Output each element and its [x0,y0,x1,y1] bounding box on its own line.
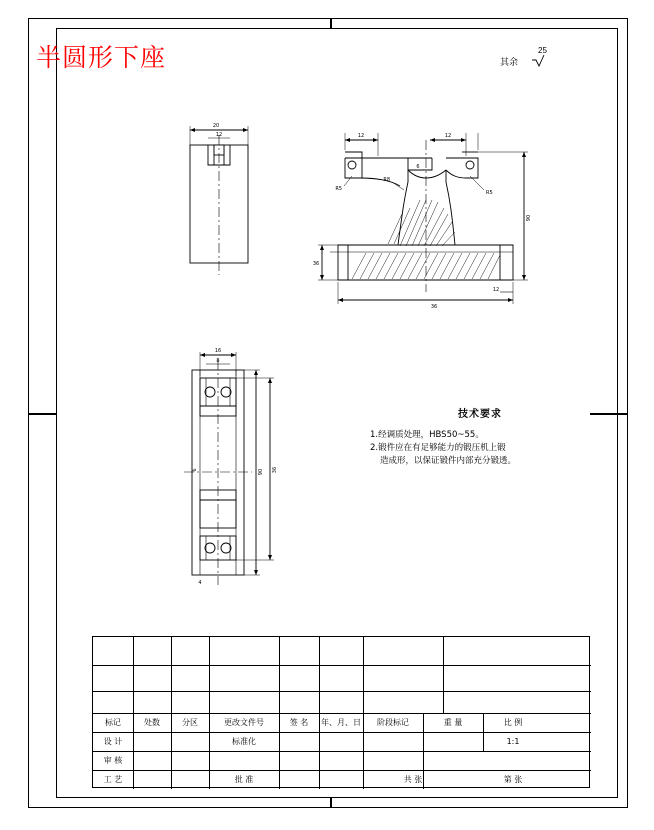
tb-label-sheet-no: 第 张 [503,775,523,784]
tech-req-title: 技术要求 [458,409,502,420]
tb-label-zone: 分区 [182,718,198,727]
svg-text:R5: R5 [335,186,342,192]
tb-label-sheet-total: 共 张 [403,775,423,784]
tb-label-weight: 重 量 [443,718,463,727]
svg-text:12: 12 [357,133,365,139]
tb-label-sign: 签 名 [289,718,309,727]
svg-text:R8: R8 [383,177,390,183]
svg-text:12: 12 [215,132,223,138]
roughness-label: 其余 [500,57,519,67]
svg-text:90: 90 [258,468,264,476]
page-title: 半圆形下座 [36,43,167,72]
tb-value-scale: 1:1 [506,737,520,746]
tech-req-line-1: 1.经调质处理，HBS50~55。 [370,430,484,440]
tech-req-line-2: 2.锻件应在有足够能力的锻压机上锻 [370,443,506,453]
tb-rule-v9 [443,637,444,713]
tb-rule-h2 [93,691,591,692]
tb-label-doc-no: 更改文件号 [224,718,264,727]
front-view-bracket [313,133,532,310]
svg-text:36: 36 [312,261,320,267]
tb-label-count: 处数 [144,718,160,727]
technical-requirements [370,405,590,468]
tb-label-date: 年、月、日 [321,718,361,727]
svg-text:20: 20 [212,123,220,129]
roughness-value: 25 [538,46,547,55]
tb-label-process: 工 艺 [103,775,123,784]
tb-rule-h1 [93,665,591,666]
tb-label-mark: 标记 [105,718,121,727]
svg-text:12: 12 [492,287,500,293]
title-block [92,636,590,788]
tb-label-approve: 批 准 [234,775,254,784]
svg-text:36: 36 [272,466,278,474]
svg-text:6: 6 [192,468,198,472]
svg-text:R5: R5 [486,190,493,196]
left-view-stepped-block [190,123,248,275]
tb-label-review: 审 核 [103,756,123,765]
svg-text:12: 12 [444,133,452,139]
svg-text:8: 8 [216,358,220,364]
svg-text:90: 90 [526,214,532,222]
tb-label-scale: 比 例 [503,718,523,727]
tb-label-design: 设 计 [103,737,123,746]
tb-label-stage-mark: 阶段标记 [377,718,409,727]
tb-label-standardize: 标准化 [232,737,256,746]
svg-text:36: 36 [430,304,438,310]
top-view-plate [184,348,278,586]
tb-rule-h5 [93,751,591,752]
svg-text:16: 16 [214,348,222,354]
svg-text:6: 6 [416,164,420,170]
tech-req-line-3: 造成形，以保证锻件内部充分锻透。 [380,456,517,466]
svg-text:4: 4 [198,580,202,586]
